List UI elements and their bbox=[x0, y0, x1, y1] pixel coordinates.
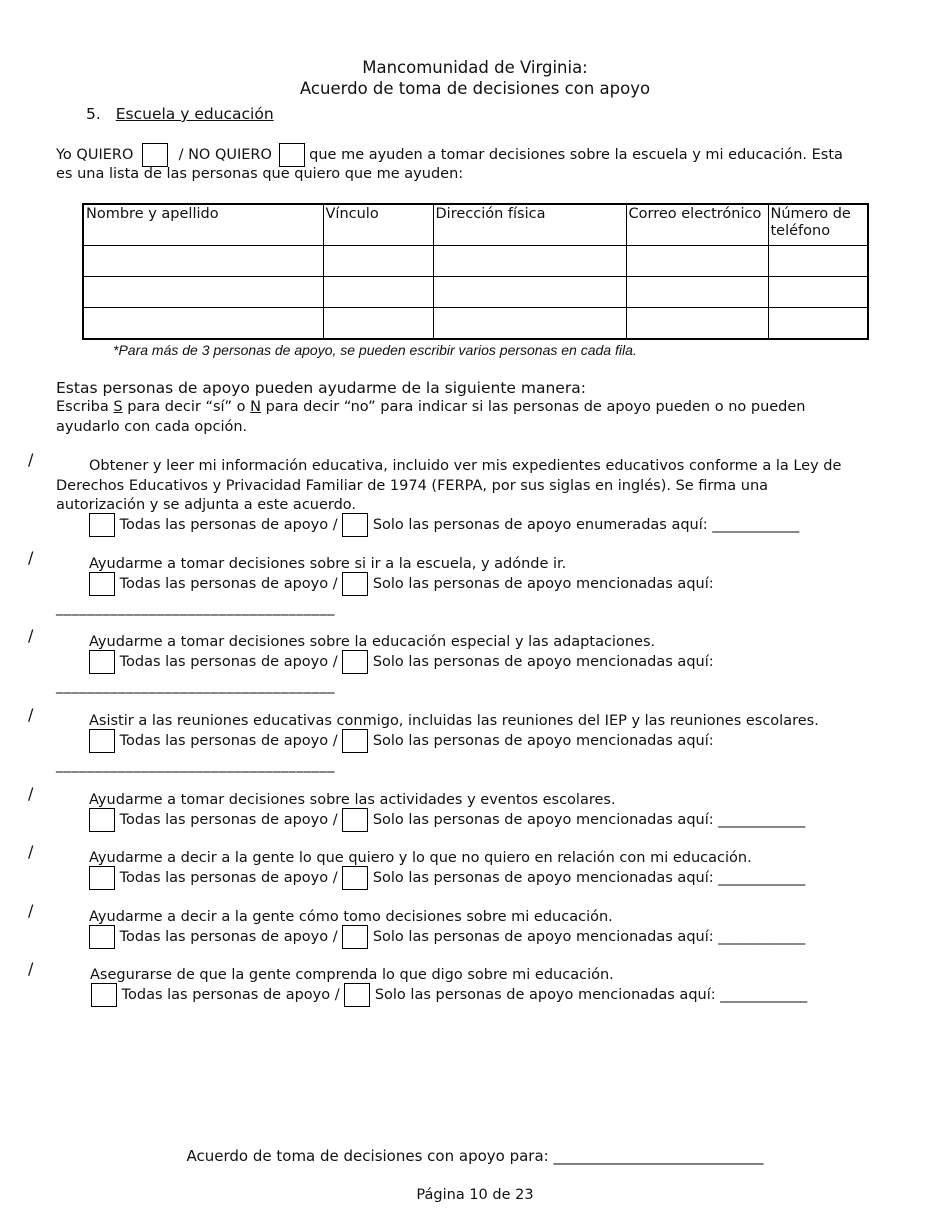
table-row bbox=[83, 246, 868, 277]
table-cell[interactable] bbox=[83, 277, 323, 308]
all-label: Todas las personas de apoyo / bbox=[119, 654, 338, 670]
instr-part: Escriba bbox=[56, 399, 114, 415]
support-people-table bbox=[82, 203, 869, 340]
instr-n-letter: N bbox=[250, 399, 262, 415]
option-3-choices bbox=[89, 650, 714, 674]
option-3-listed-checkbox[interactable] bbox=[342, 650, 368, 674]
intro-line-2: es una lista de las personas que quiero que me ayuden: bbox=[56, 166, 464, 182]
section-heading bbox=[86, 104, 274, 124]
option-8-listed-checkbox[interactable] bbox=[344, 983, 370, 1007]
option-4-listed-checkbox[interactable] bbox=[342, 729, 368, 753]
option-7-text: Ayudarme a decir a la gente cómo tomo decisiones sobre mi educación. bbox=[89, 909, 613, 925]
all-label: Todas las personas de apoyo / bbox=[119, 870, 338, 886]
option-2-listed-checkbox[interactable] bbox=[342, 572, 368, 596]
table-cell[interactable] bbox=[433, 277, 626, 308]
instr-part: para decir “no” para indicar si las personas de apoyo pueden o no pueden bbox=[261, 399, 806, 415]
blank-line[interactable]: ____________ bbox=[712, 517, 800, 533]
option-1-text-3: autorización y se adjunta a este acuerdo. bbox=[56, 497, 357, 513]
instr-part: para decir “sí” o bbox=[122, 399, 251, 415]
column-header-email: Correo electrónico bbox=[626, 204, 768, 246]
option-marker: / bbox=[28, 959, 34, 978]
option-1-text-2: Derechos Educativos y Privacidad Familiar de 1974 (FERPA, por sus siglas en inglés). Se firma una bbox=[56, 478, 769, 494]
option-marker: / bbox=[28, 450, 34, 469]
only-label: Solo las personas de apoyo enumeradas aquí: bbox=[372, 517, 708, 533]
all-label: Todas las personas de apoyo / bbox=[119, 517, 338, 533]
option-marker: / bbox=[28, 901, 34, 920]
instr-s-letter: S bbox=[113, 399, 123, 415]
table-row bbox=[83, 277, 868, 308]
all-label: Todas las personas de apoyo / bbox=[119, 733, 338, 749]
all-label: Todas las personas de apoyo / bbox=[119, 576, 338, 592]
blank-line[interactable]: ____________________________________ bbox=[56, 678, 335, 694]
option-5-text: Ayudarme a tomar decisiones sobre las actividades y eventos escolares. bbox=[89, 792, 616, 808]
option-7-choices bbox=[89, 925, 805, 949]
blank-line[interactable]: ____________ bbox=[718, 812, 806, 828]
table-cell[interactable] bbox=[626, 308, 768, 340]
option-1-choices bbox=[89, 513, 799, 537]
option-2-choices bbox=[89, 572, 714, 596]
table-cell[interactable] bbox=[433, 308, 626, 340]
document-subtitle: Acuerdo de toma de decisiones con apoyo bbox=[299, 79, 651, 98]
table-cell[interactable] bbox=[626, 246, 768, 277]
option-8-all-checkbox[interactable] bbox=[91, 983, 117, 1007]
option-4-all-checkbox[interactable] bbox=[89, 729, 115, 753]
option-6-listed-checkbox[interactable] bbox=[342, 866, 368, 890]
want-label: Yo QUIERO bbox=[56, 147, 134, 163]
table-cell[interactable] bbox=[83, 308, 323, 340]
table-note: *Para más de 3 personas de apoyo, se pueden escribir varios personas en cada fila. bbox=[113, 342, 637, 358]
option-7-listed-checkbox[interactable] bbox=[342, 925, 368, 949]
support-instructions-2: ayudarlo con cada opción. bbox=[56, 419, 248, 435]
footer-agreement-for: Acuerdo de toma de decisiones con apoyo para: ____________________________ bbox=[186, 1147, 764, 1165]
section-number: 5. bbox=[86, 105, 101, 123]
blank-line[interactable]: ____________________________________ bbox=[56, 600, 335, 616]
option-4-text: Asistir a las reuniones educativas conmigo, incluidas las reuniones del IEP y las reuniones escolares. bbox=[89, 713, 819, 729]
blank-line[interactable]: ____________________________________ bbox=[56, 757, 335, 773]
all-label: Todas las personas de apoyo / bbox=[121, 987, 340, 1003]
option-3-text: Ayudarme a tomar decisiones sobre la educación especial y las adaptaciones. bbox=[89, 634, 656, 650]
option-1-text: Obtener y leer mi información educativa, incluido ver mis expedientes educativos conforme a la Ley de bbox=[89, 458, 842, 474]
only-label: Solo las personas de apoyo mencionadas aquí: bbox=[372, 870, 714, 886]
only-label: Solo las personas de apoyo mencionadas aquí: bbox=[372, 576, 714, 592]
table-header-row bbox=[83, 204, 868, 246]
option-7-all-checkbox[interactable] bbox=[89, 925, 115, 949]
blank-line[interactable]: ____________ bbox=[718, 870, 806, 886]
all-label: Todas las personas de apoyo / bbox=[119, 812, 338, 828]
page-number: Página 10 de 23 bbox=[416, 1187, 534, 1203]
document-title: Mancomunidad de Virginia: bbox=[362, 58, 588, 77]
option-marker: / bbox=[28, 705, 34, 724]
option-marker: / bbox=[28, 548, 34, 567]
option-1-all-checkbox[interactable] bbox=[89, 513, 115, 537]
option-2-all-checkbox[interactable] bbox=[89, 572, 115, 596]
all-label: Todas las personas de apoyo / bbox=[119, 929, 338, 945]
table-cell[interactable] bbox=[323, 277, 433, 308]
option-6-choices bbox=[89, 866, 805, 890]
column-header-address: Dirección física bbox=[433, 204, 626, 246]
table-cell[interactable] bbox=[323, 308, 433, 340]
table-cell[interactable] bbox=[768, 277, 868, 308]
table-cell[interactable] bbox=[626, 277, 768, 308]
option-4-choices bbox=[89, 729, 714, 753]
option-8-choices bbox=[91, 983, 807, 1007]
table-cell[interactable] bbox=[83, 246, 323, 277]
option-marker: / bbox=[28, 842, 34, 861]
only-label: Solo las personas de apoyo mencionadas aquí: bbox=[372, 654, 714, 670]
option-6-text: Ayudarme a decir a la gente lo que quiero y lo que no quiero en relación con mi educación. bbox=[89, 850, 752, 866]
only-label: Solo las personas de apoyo mencionadas aquí: bbox=[372, 812, 714, 828]
column-header-relationship: Vínculo bbox=[323, 204, 433, 246]
option-2-text: Ayudarme a tomar decisiones sobre si ir a la escuela, y adónde ir. bbox=[89, 556, 567, 572]
only-label: Solo las personas de apoyo mencionadas aquí: bbox=[372, 929, 714, 945]
table-cell[interactable] bbox=[768, 308, 868, 340]
option-3-all-checkbox[interactable] bbox=[89, 650, 115, 674]
only-label: Solo las personas de apoyo mencionadas aquí: bbox=[372, 733, 714, 749]
table-cell[interactable] bbox=[768, 246, 868, 277]
column-header-phone: Número de teléfono bbox=[768, 204, 868, 246]
blank-line[interactable]: ____________ bbox=[720, 987, 808, 1003]
option-marker: / bbox=[28, 784, 34, 803]
option-1-listed-checkbox[interactable] bbox=[342, 513, 368, 537]
support-heading: Estas personas de apoyo pueden ayudarme de la siguiente manera: bbox=[56, 379, 586, 397]
support-instructions bbox=[56, 397, 806, 417]
not-want-label: / NO QUIERO bbox=[178, 147, 272, 163]
only-label: Solo las personas de apoyo mencionadas aquí: bbox=[374, 987, 716, 1003]
column-header-name: Nombre y apellido bbox=[83, 204, 323, 246]
option-5-choices bbox=[89, 808, 805, 832]
option-8-text: Asegurarse de que la gente comprenda lo que digo sobre mi educación. bbox=[90, 967, 614, 983]
section-title: Escuela y educación bbox=[115, 105, 274, 123]
option-5-listed-checkbox[interactable] bbox=[342, 808, 368, 832]
blank-line[interactable]: ____________ bbox=[718, 929, 806, 945]
table-cell[interactable] bbox=[433, 246, 626, 277]
option-marker: / bbox=[28, 626, 34, 645]
option-6-all-checkbox[interactable] bbox=[89, 866, 115, 890]
intro-text: que me ayuden a tomar decisiones sobre la escuela y mi educación. Esta bbox=[309, 147, 843, 163]
option-5-all-checkbox[interactable] bbox=[89, 808, 115, 832]
table-cell[interactable] bbox=[323, 246, 433, 277]
table-row bbox=[83, 308, 868, 340]
